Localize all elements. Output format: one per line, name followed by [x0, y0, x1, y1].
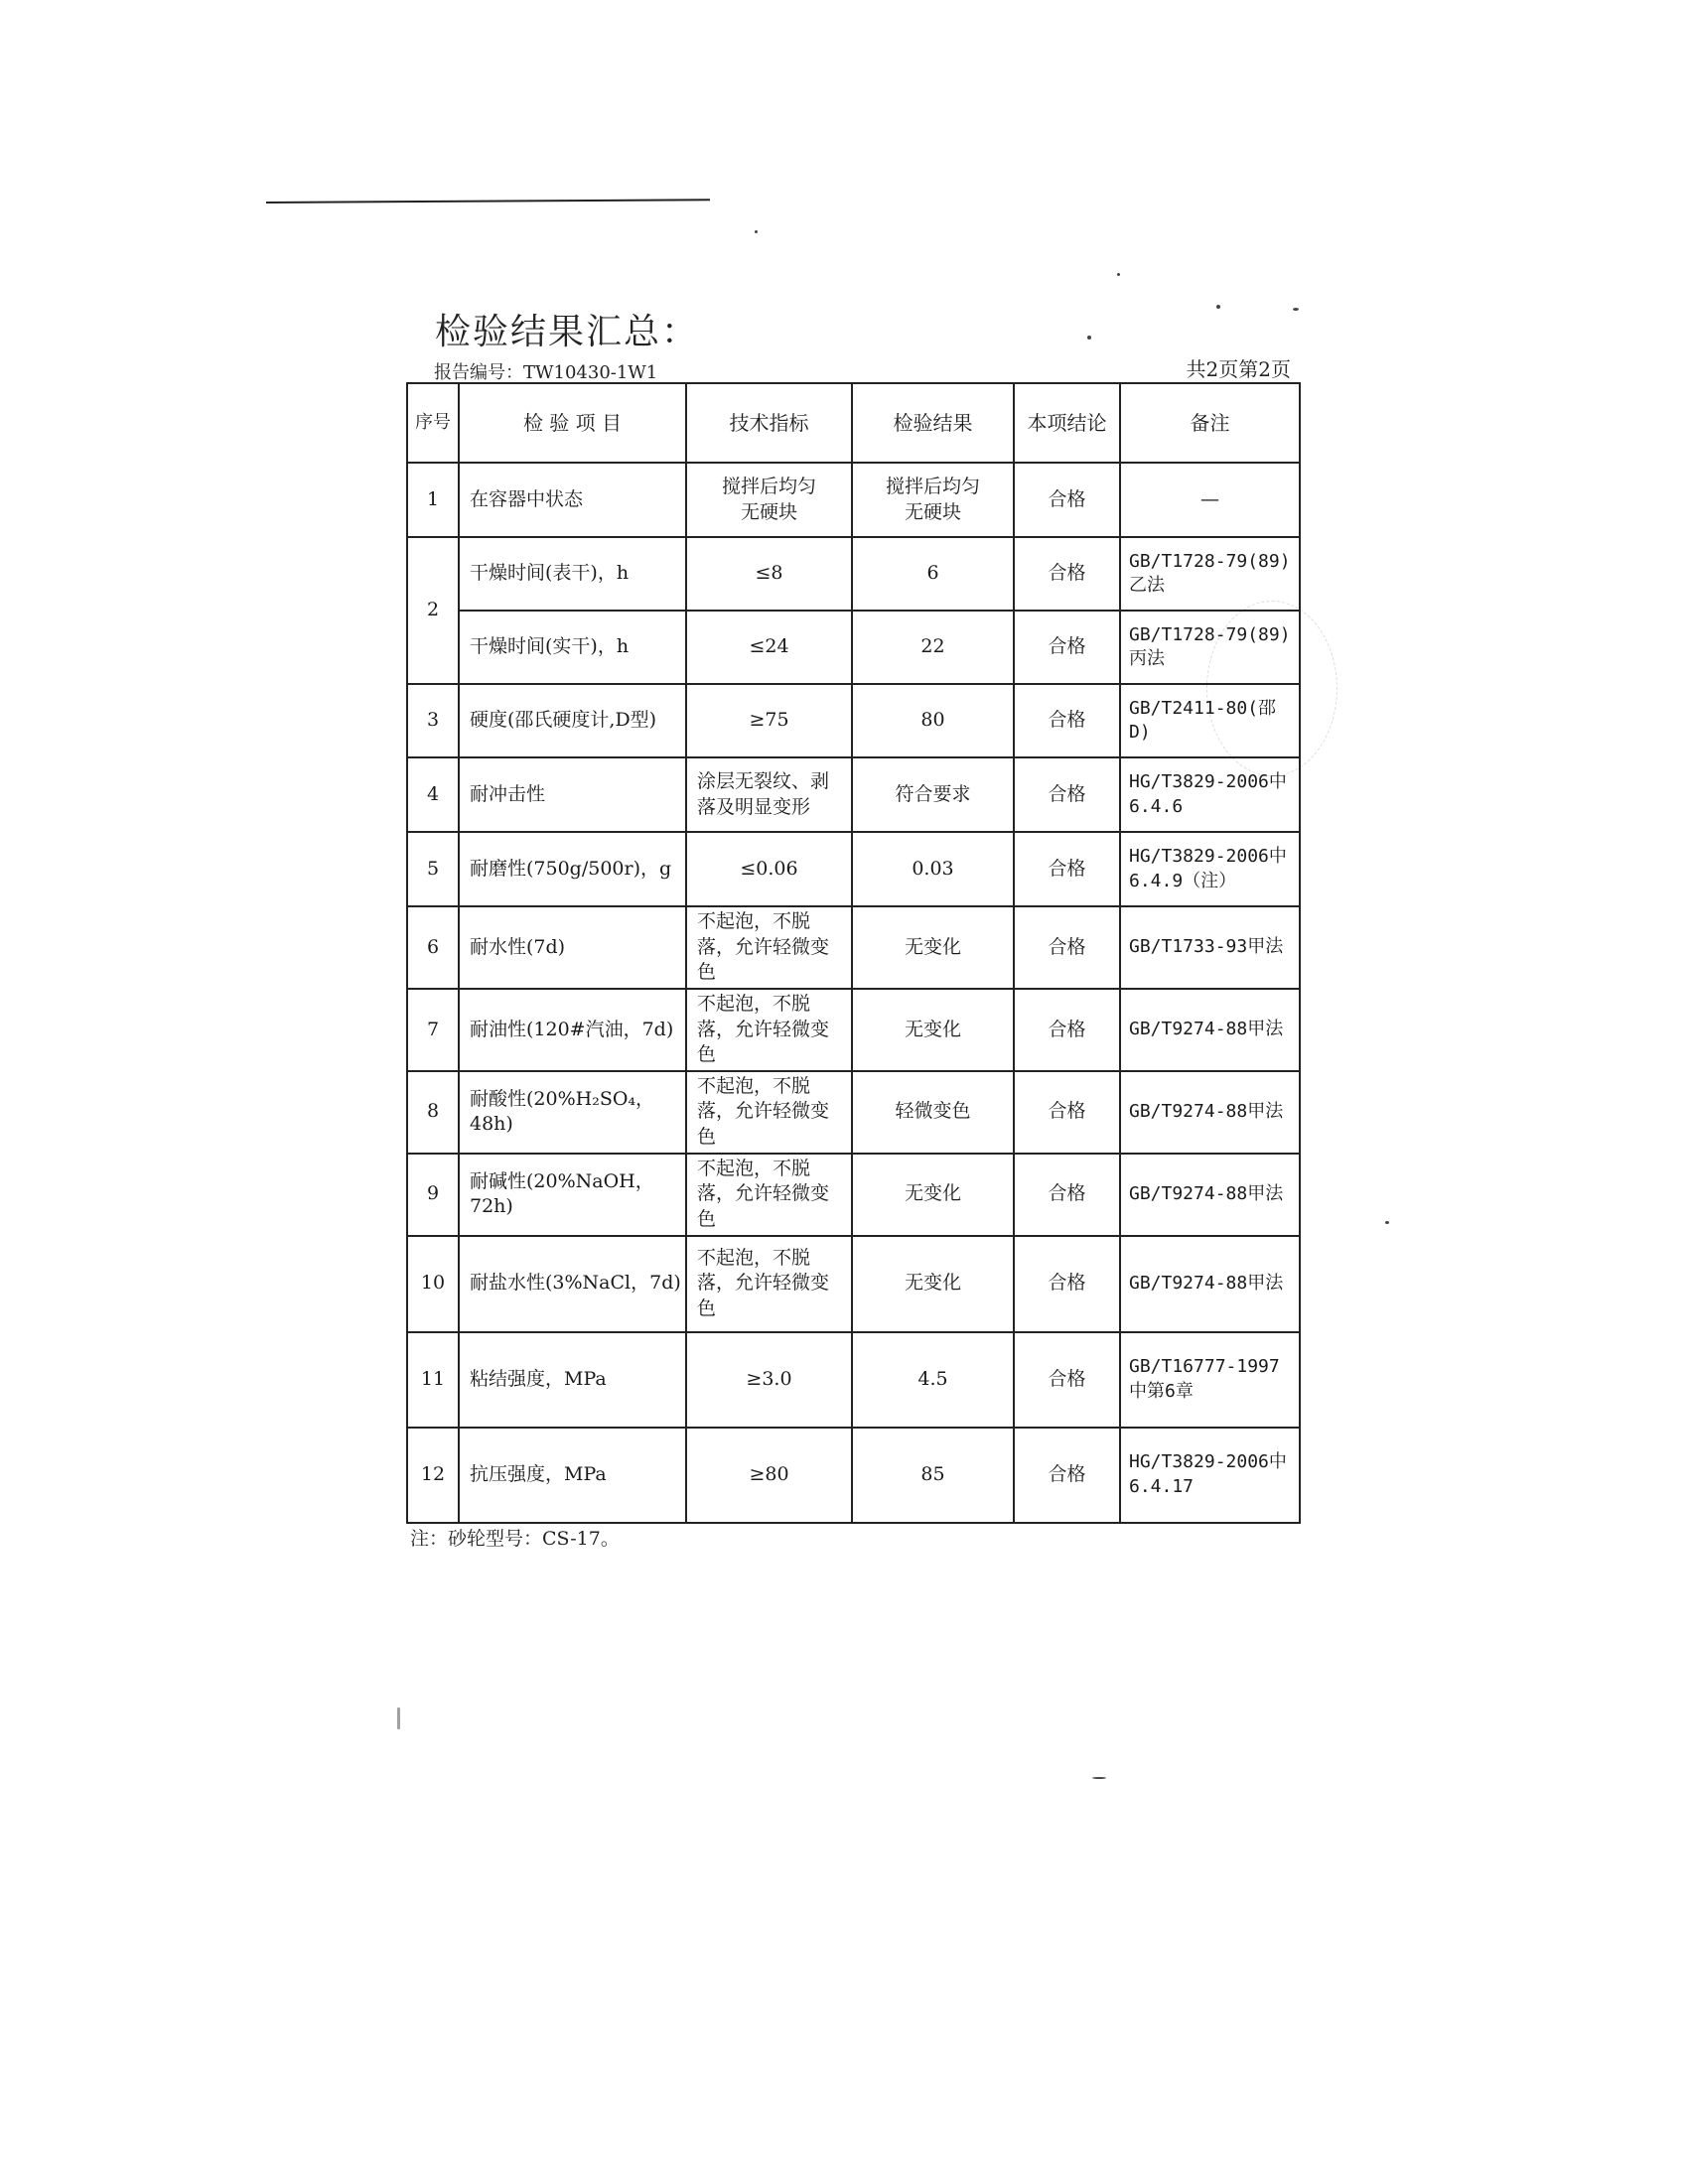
- cell-seq: 12: [407, 1428, 459, 1523]
- header-seq: 序号: [407, 383, 459, 463]
- footnote: 注：砂轮型号：CS-17。: [410, 1528, 620, 1550]
- cell-item: 耐酸性(20%H₂SO₄，48h): [459, 1071, 686, 1154]
- page-title: 检验结果汇总：: [435, 312, 700, 352]
- table-row: [407, 463, 1300, 537]
- cell-seq: 1: [407, 463, 459, 537]
- cell-remark: GB/T9274-88甲法: [1120, 1236, 1300, 1332]
- cell-item: 干燥时间(表干)，h: [459, 537, 686, 611]
- table-row: [407, 1154, 1300, 1236]
- cell-item: 在容器中状态: [459, 463, 686, 537]
- table-row: [407, 1236, 1300, 1332]
- cell-spec: 涂层无裂纹、剥落及明显变形: [686, 757, 852, 832]
- cell-result: 85: [852, 1428, 1014, 1523]
- cell-remark: GB/T1728-79(89)丙法: [1120, 611, 1300, 684]
- table-row: [407, 1332, 1300, 1428]
- scan-speck: [1117, 273, 1120, 276]
- cell-seq: 10: [407, 1236, 459, 1332]
- cell-conclusion: 合格: [1014, 757, 1120, 832]
- cell-result: 4.5: [852, 1332, 1014, 1428]
- table-row: [407, 1071, 1300, 1154]
- page-count: 共2页第2页: [1186, 357, 1291, 381]
- header-conclusion: 本项结论: [1014, 383, 1120, 463]
- cell-conclusion: 合格: [1014, 1154, 1120, 1236]
- cell-seq: 5: [407, 832, 459, 906]
- cell-remark: GB/T1728-79(89)乙法: [1120, 537, 1300, 611]
- cell-result: 0.03: [852, 832, 1014, 906]
- cell-spec: ≤0.06: [686, 832, 852, 906]
- cell-spec: ≥3.0: [686, 1332, 852, 1428]
- cell-item: 耐水性(7d): [459, 906, 686, 989]
- header-result: 检验结果: [852, 383, 1014, 463]
- table-header-row: [407, 383, 1300, 463]
- table-row: [407, 906, 1300, 989]
- scan-speck: [1092, 1777, 1106, 1779]
- cell-remark: HG/T3829-2006中6.4.17: [1120, 1428, 1300, 1523]
- cell-spec: 不起泡，不脱落，允许轻微变色: [686, 906, 852, 989]
- scan-speck: [1385, 1221, 1389, 1224]
- cell-spec: 不起泡，不脱落，允许轻微变色: [686, 1236, 852, 1332]
- cell-seq: 6: [407, 906, 459, 989]
- cell-remark: GB/T9274-88甲法: [1120, 989, 1300, 1071]
- cell-spec: ≤24: [686, 611, 852, 684]
- cell-item: 耐盐水性(3%NaCl，7d): [459, 1236, 686, 1332]
- cell-seq: 2: [407, 537, 459, 684]
- table-row: [407, 757, 1300, 832]
- cell-result: 22: [852, 611, 1014, 684]
- cell-item: 干燥时间(实干)，h: [459, 611, 686, 684]
- cell-conclusion: 合格: [1014, 611, 1120, 684]
- cell-spec: ≤8: [686, 537, 852, 611]
- cell-conclusion: 合格: [1014, 684, 1120, 757]
- cell-item: 耐磨性(750g/500r)，g: [459, 832, 686, 906]
- table-row: [407, 832, 1300, 906]
- header-remark: 备注: [1120, 383, 1300, 463]
- cell-conclusion: 合格: [1014, 989, 1120, 1071]
- cell-remark: GB/T9274-88甲法: [1120, 1154, 1300, 1236]
- cell-result: 无变化: [852, 989, 1014, 1071]
- cell-result: 80: [852, 684, 1014, 757]
- cell-spec: ≥75: [686, 684, 852, 757]
- cell-conclusion: 合格: [1014, 1236, 1120, 1332]
- cell-spec: 搅拌后均匀无硬块: [686, 463, 852, 537]
- cell-conclusion: 合格: [1014, 537, 1120, 611]
- cell-remark: GB/T9274-88甲法: [1120, 1071, 1300, 1154]
- scan-speck: [1216, 305, 1220, 309]
- cell-remark: HG/T3829-2006中6.4.9（注）: [1120, 832, 1300, 906]
- cell-remark: GB/T2411-80(邵D): [1120, 684, 1300, 757]
- cell-remark: —: [1120, 463, 1300, 537]
- scan-speck: [755, 230, 758, 233]
- cell-result: 6: [852, 537, 1014, 611]
- scan-speck: [397, 1707, 400, 1729]
- cell-result: 无变化: [852, 906, 1014, 989]
- cell-seq: 11: [407, 1332, 459, 1428]
- cell-spec: ≥80: [686, 1428, 852, 1523]
- scan-speck: [1087, 336, 1091, 340]
- cell-conclusion: 合格: [1014, 1071, 1120, 1154]
- header-spec: 技术指标: [686, 383, 852, 463]
- cell-conclusion: 合格: [1014, 906, 1120, 989]
- cell-spec: 不起泡，不脱落，允许轻微变色: [686, 1154, 852, 1236]
- cell-remark: GB/T16777-1997中第6章: [1120, 1332, 1300, 1428]
- cell-result: 轻微变色: [852, 1071, 1014, 1154]
- cell-conclusion: 合格: [1014, 463, 1120, 537]
- cell-conclusion: 合格: [1014, 832, 1120, 906]
- cell-remark: HG/T3829-2006中6.4.6: [1120, 757, 1300, 832]
- scan-speck: [1293, 308, 1299, 311]
- cell-result: 无变化: [852, 1154, 1014, 1236]
- report-number: 报告编号：TW10430-1W1: [434, 362, 658, 383]
- cell-spec: 不起泡，不脱落，允许轻微变色: [686, 1071, 852, 1154]
- cell-seq: 4: [407, 757, 459, 832]
- cell-remark: GB/T1733-93甲法: [1120, 906, 1300, 989]
- header-item: 检 验 项 目: [459, 383, 686, 463]
- table-row: [407, 537, 1300, 611]
- cell-item: 耐冲击性: [459, 757, 686, 832]
- cell-seq: 7: [407, 989, 459, 1071]
- results-table: [406, 382, 1301, 1524]
- cell-item: 硬度(邵氏硬度计,D型): [459, 684, 686, 757]
- cell-item: 耐油性(120#汽油，7d): [459, 989, 686, 1071]
- cell-spec: 不起泡，不脱落，允许轻微变色: [686, 989, 852, 1071]
- cell-seq: 8: [407, 1071, 459, 1154]
- table-row: [407, 611, 1300, 684]
- table-row: [407, 684, 1300, 757]
- cell-seq: 9: [407, 1154, 459, 1236]
- cell-item: 抗压强度，MPa: [459, 1428, 686, 1523]
- table-row: [407, 989, 1300, 1071]
- cell-conclusion: 合格: [1014, 1428, 1120, 1523]
- cell-item: 耐碱性(20%NaOH，72h): [459, 1154, 686, 1236]
- cell-seq: 3: [407, 684, 459, 757]
- cell-result: 符合要求: [852, 757, 1014, 832]
- cell-result: 无变化: [852, 1236, 1014, 1332]
- table-row: [407, 1428, 1300, 1523]
- top-rule: [266, 199, 710, 204]
- cell-result: 搅拌后均匀无硬块: [852, 463, 1014, 537]
- cell-conclusion: 合格: [1014, 1332, 1120, 1428]
- cell-item: 粘结强度，MPa: [459, 1332, 686, 1428]
